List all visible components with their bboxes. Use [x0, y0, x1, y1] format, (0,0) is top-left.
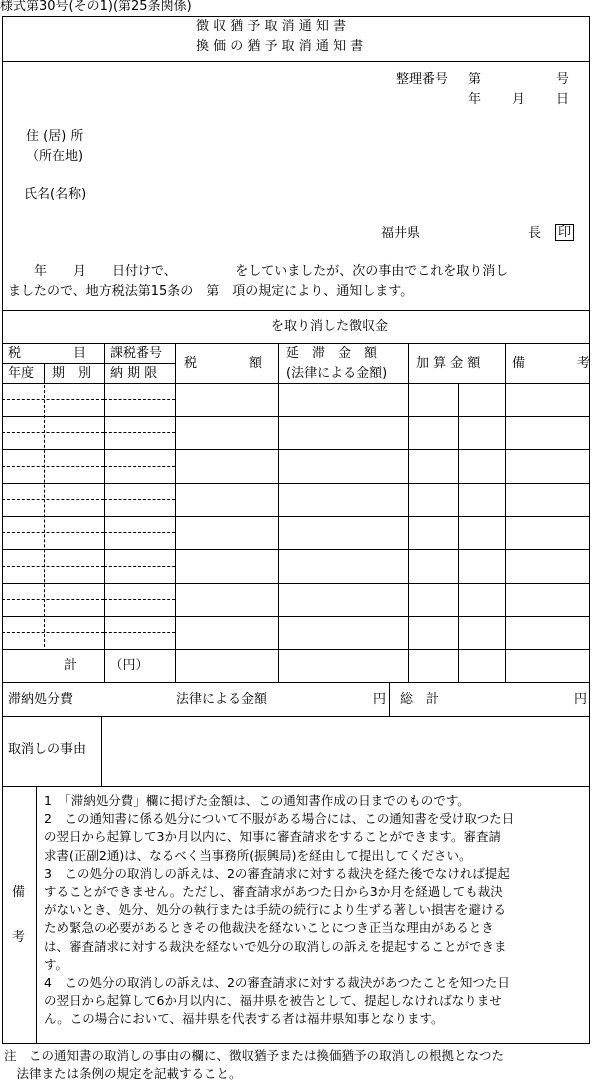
remarks-label-2: 考 [12, 930, 26, 945]
h-zeigaku: 税 額 [184, 356, 263, 371]
tsuki-label: 月 [512, 92, 526, 107]
remarks-text [44, 792, 514, 1028]
divider [2, 343, 590, 344]
row-line [2, 549, 590, 550]
dashed-line [104, 532, 175, 533]
row-line [2, 583, 590, 584]
h-kasan: 加 算 金 額 [416, 356, 481, 371]
seiri-bango-label: 整理番号 [396, 72, 449, 87]
table-caption: を取り消した徴収金 [271, 319, 389, 334]
address-label: 住 (居) 所 [26, 129, 84, 144]
divider [2, 61, 590, 62]
fees-legal: 法律による金額 [176, 692, 268, 707]
dashed-line [2, 599, 104, 600]
remarks-line: 2 この通知書に係る処分について不服がある場合には、この通知書を受け取つた日 [44, 811, 515, 827]
col-line [175, 343, 176, 682]
row-line [2, 483, 590, 484]
col-line [278, 343, 279, 682]
col-line [36, 786, 37, 1044]
dashed-line [104, 632, 175, 633]
col-line [408, 343, 409, 682]
divider [2, 383, 590, 384]
remarks-line: 1 「滞納処分費」欄に掲げた金額は、この通知書作成の日までのものです。 [44, 793, 470, 808]
row-line [2, 616, 590, 617]
soukei-yen: 円 [574, 692, 588, 707]
row-line [2, 516, 590, 517]
form-id: 様式第30号(その1)(第25条関係) [0, 0, 192, 14]
footnote-line2: 法律または条例の規定を記載すること。 [4, 1066, 242, 1081]
dashed-line [104, 499, 175, 500]
col-line [458, 383, 459, 682]
soukei-label: 総 計 [400, 692, 440, 707]
remarks-line: の翌日から起算して6か月以内に、福井県を被告として、提起しなければなりませ [44, 993, 502, 1009]
divider [2, 716, 590, 717]
row-line [2, 649, 590, 650]
address-sublabel: （所在地) [26, 149, 84, 164]
dashed-line [104, 432, 175, 433]
remarks-line: することができません。ただし、審査請求があつた日から3か月を経過しても裁決 [44, 883, 503, 899]
nen-label: 年 [468, 92, 482, 107]
dashed-line [104, 566, 175, 567]
remarks-line: 4 この処分の取消しの訴えは、2の審査請求に対する裁決があつたことを知つた日 [44, 974, 510, 990]
dashed-line [2, 566, 104, 567]
divider [2, 363, 175, 364]
divider [2, 682, 590, 683]
remarks-line: の翌日から起算して3か月以内に、知事に審査請求をすることができます。審査請 [44, 829, 501, 845]
go-label: 号 [556, 72, 570, 87]
dai-label: 第 [468, 72, 482, 87]
remarks-line: 求書(正副2通)は、なるべく当事務所(振興局)を経由して提出してください。 [44, 847, 472, 863]
col-line [101, 716, 102, 786]
fees-yen: 円 [373, 692, 387, 707]
remarks-line: は、審査請求に対する裁決を経ないで処分の取消しの訴えを提起することができま [44, 938, 507, 954]
dashed-line [104, 599, 175, 600]
dashed-line [104, 466, 175, 467]
seal-mark: 印 [555, 224, 574, 241]
reason-label: 取消しの事由 [8, 742, 87, 757]
dashed-line [44, 385, 45, 647]
remarks-label-1: 備 [12, 885, 26, 900]
h-entai-2: (法律による金額) [286, 366, 388, 381]
fees-label: 滞納処分費 [8, 692, 74, 707]
divider [2, 786, 590, 787]
name-label: 氏名(名称) [24, 187, 87, 202]
total-label: 計 （円） [64, 658, 149, 673]
col-line [389, 682, 390, 716]
col-line [505, 343, 506, 682]
issuer-pref: 福井県 [381, 226, 421, 241]
remarks-line: ん。この場合において、福井県を代表する者は福井県知事となります。 [44, 1011, 444, 1027]
dashed-line [2, 399, 104, 400]
h-nendo: 年度 [8, 366, 35, 381]
h-kazei: 課税番号 [110, 346, 163, 361]
h-kibetsu: 期 別 [52, 366, 92, 381]
issuer-cho: 長 [528, 226, 542, 241]
body-line1: 年 月 日付けで、 をしていましたが、次の事由でこれを取り消し [8, 264, 509, 279]
dashed-line [2, 632, 104, 633]
h-nouki: 納 期 限 [110, 366, 158, 381]
remarks-line: がないとき、処分、処分の執行または手続の続行により生ずる著しい損害を避ける [44, 902, 507, 918]
h-entai-1: 延 滞 金 額 [286, 346, 378, 361]
row-line [2, 449, 590, 450]
dashed-line [2, 466, 104, 467]
remarks-line: 3 この処分の取消しの訴えは、2の審査請求に対する裁決を経た後でなければ提起 [44, 865, 510, 881]
body-line2: ましたので、地方税法第15条の 第 項の規定により、通知します。 [8, 284, 414, 299]
dashed-line [2, 532, 104, 533]
col-line [44, 363, 45, 383]
h-zeimoku: 税 目 [8, 346, 87, 361]
dashed-line [2, 432, 104, 433]
row-line [2, 416, 590, 417]
divider [2, 310, 590, 311]
remarks-line: す。 [44, 956, 69, 972]
dashed-line [104, 399, 175, 400]
remarks-line: ため緊急の必要があるときその他裁決を経ないことにつき正当な理由があるとき [44, 920, 494, 936]
hi-label: 日 [556, 92, 570, 107]
dashed-line [2, 499, 104, 500]
footnote-line1: 注 この通知書の取消しの事由の欄に、徴収猶予または換価猶予の取消しの根拠となつた [4, 1048, 505, 1063]
h-biko: 備 考 [512, 356, 591, 371]
title-line2: 換 価 の 猶 予 取 消 通 知 書 [196, 39, 364, 54]
title-line1: 徴 収 猶 予 取 消 通 知 書 [196, 19, 347, 34]
